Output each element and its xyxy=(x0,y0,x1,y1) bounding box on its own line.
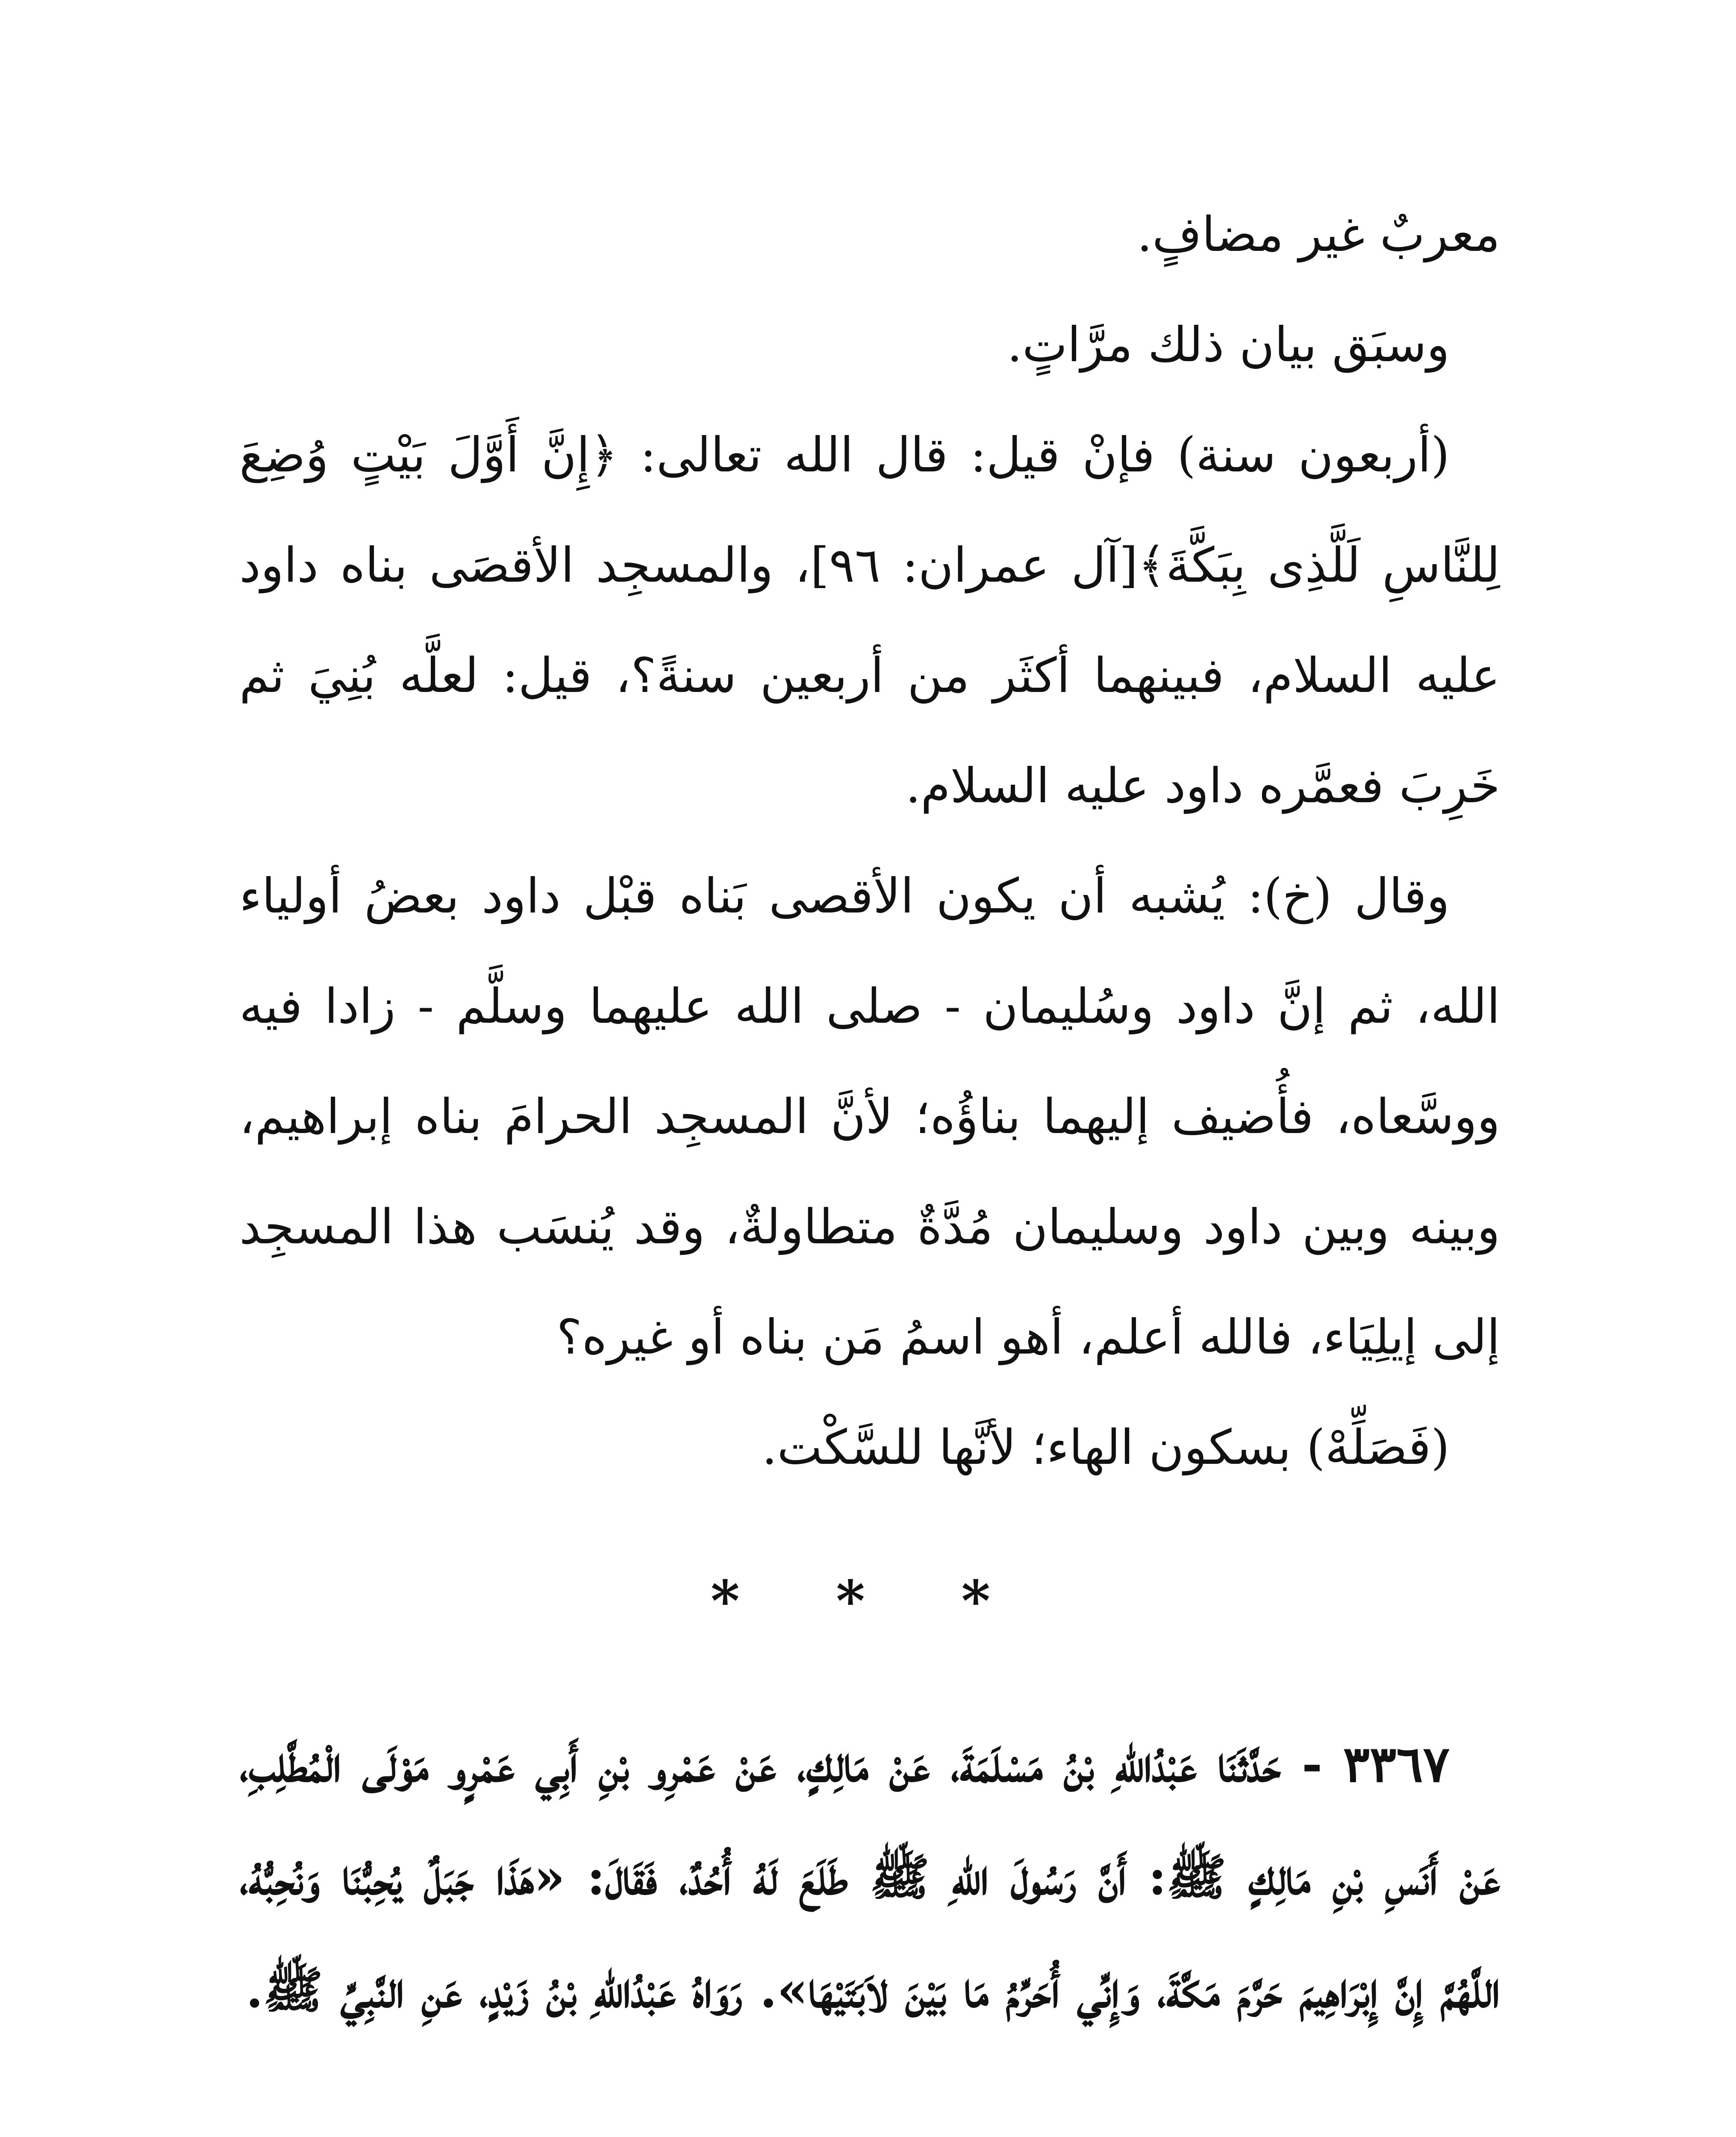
commentary-paragraph: وسبَق بيان ذلك مرَّاتٍ. xyxy=(1007,317,1450,373)
section-heading xyxy=(239,2123,1500,2137)
commentary-paragraph: معربٌ غير مضافٍ. xyxy=(1137,207,1500,262)
hadith-text: ٣٣٦٧ - حَدَّثَنَا عَبْدُاللهِ بْنُ مَسْلَمَةَ، عَنْ مَالِكٍ، عَنْ عَمْرِو بْنِ أَبِي عَمْرٍو مَوْلَى الْمُطَّلِبِ، عَنْ أَنَسِ بْنِ مَالِكٍ ﷺ: أَنَّ رَسُولَ اللهِ ﷺ طَلَعَ لَهُ أُحُدٌ، فَقَالَ: «هَذَا جَبَلٌ يُحِبُّنَا وَنُحِبُّهُ، اللَّهُمَّ إِنَّ إِبْرَاهِيمَ حَرَّمَ مَكَّةَ، وَإِنِّي أُحَرِّمُ مَا بَيْنَ لاَبَتَيْهَا». رَوَاهُ عَبْدُاللهِ بْنُ زَيْدٍ، عَنِ النَّبِيِّ ﷺ. xyxy=(239,1735,1500,2019)
commentary-text xyxy=(239,180,1500,1503)
commentary-paragraph: (فَصَلِّهْ) بسكون الهاء؛ لأنَّها للسَّكْت. xyxy=(762,1420,1450,1475)
commentary-paragraph: (أربعون سنة) فإنْ قيل: قال الله تعالى: ﴿إِنَّ أَوَّلَ بَيْتٍ وُضِعَ لِلنَّاسِ لَلَّذِى بِبَكَّةَ﴾[آل عمران: ٩٦]، والمسجِد الأقصَى بناه داود عليه السلام، فبينهما أكثَر من أربعين سنةً؟، قيل: لعلَّه بُنِيَ ثم خَرِبَ فعمَّره داود عليه السلام. xyxy=(239,427,1500,814)
commentary-paragraph: وقال (خ): يُشبه أن يكون الأقصى بَناه قبْل داود بعضُ أولياء الله، ثم إنَّ داود وسُليمان - صلى الله عليهما وسلَّم - زادا فيه ووسَّعاه، فأُضيف إليهما بناؤُه؛ لأنَّ المسجِد الحرامَ بناه إبراهيم، وبينه وبين داود وسليمان مُدَّةٌ متطاولةٌ، وقد يُنسَب هذا المسجِد إلى إيلِيَاء، فالله أعلم، أهو اسمُ مَن بناه أو غيره؟ xyxy=(239,868,1500,1365)
book-page xyxy=(239,180,1500,2137)
section-separator: * * * xyxy=(710,1568,1029,1634)
